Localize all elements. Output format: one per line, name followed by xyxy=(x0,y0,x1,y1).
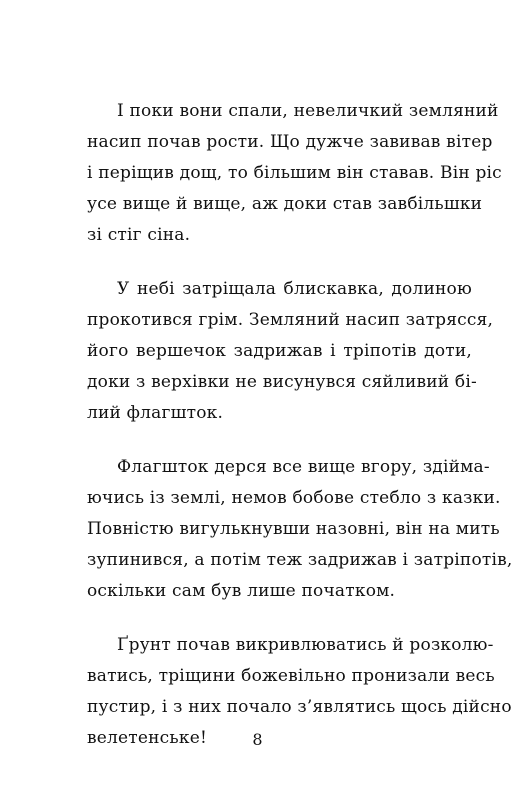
text-line: Флагшток дерся все вище вгору, здійма- xyxy=(117,457,490,477)
text-line: зупинився, а потім теж задрижав і затріпотів, xyxy=(87,550,513,570)
text-line: зі стіг сіна. xyxy=(87,225,191,245)
text-line: І поки вони спали, невеличкий земляний xyxy=(117,101,499,121)
text-line: Ґрунт почав викривлюватись й розколю- xyxy=(117,635,494,655)
text-line: оскільки сам був лише початком. xyxy=(87,581,396,601)
text-line: велетенське! xyxy=(87,728,207,748)
page-number: 8 xyxy=(252,730,263,749)
text-line: ючись із землі, немов бобове стебло з казки. xyxy=(87,488,501,508)
paragraph-3 xyxy=(87,452,513,607)
text-line: насип почав рости. Що дужче завивав вітер xyxy=(87,132,493,152)
text-line: лий флагшток. xyxy=(87,403,224,423)
text-line: У небі затріщала блискавка, долиною xyxy=(117,279,472,299)
text-line: прокотився грім. Земляний насип затрясся, xyxy=(87,310,494,330)
text-line: усе вище й вище, аж доки став завбільшки xyxy=(87,194,483,214)
text-line: Повністю вигулькнувши назовні, він на мить xyxy=(87,519,500,539)
text-line: доки з верхівки не висунувся сяйливий бі- xyxy=(87,372,477,392)
paragraph-1 xyxy=(87,96,502,251)
text-line: і періщив дощ, то більшим він ставав. Він ріс xyxy=(87,163,502,183)
text-line: ватись, тріщини божевільно пронизали весь xyxy=(87,666,495,686)
text-line: пустир, і з них почало з’являтись щось дійсно xyxy=(87,697,512,717)
body-text xyxy=(87,96,513,777)
paragraph-2 xyxy=(87,274,494,429)
text-line: його вершечок задрижав і тріпотів доти, xyxy=(87,341,472,361)
